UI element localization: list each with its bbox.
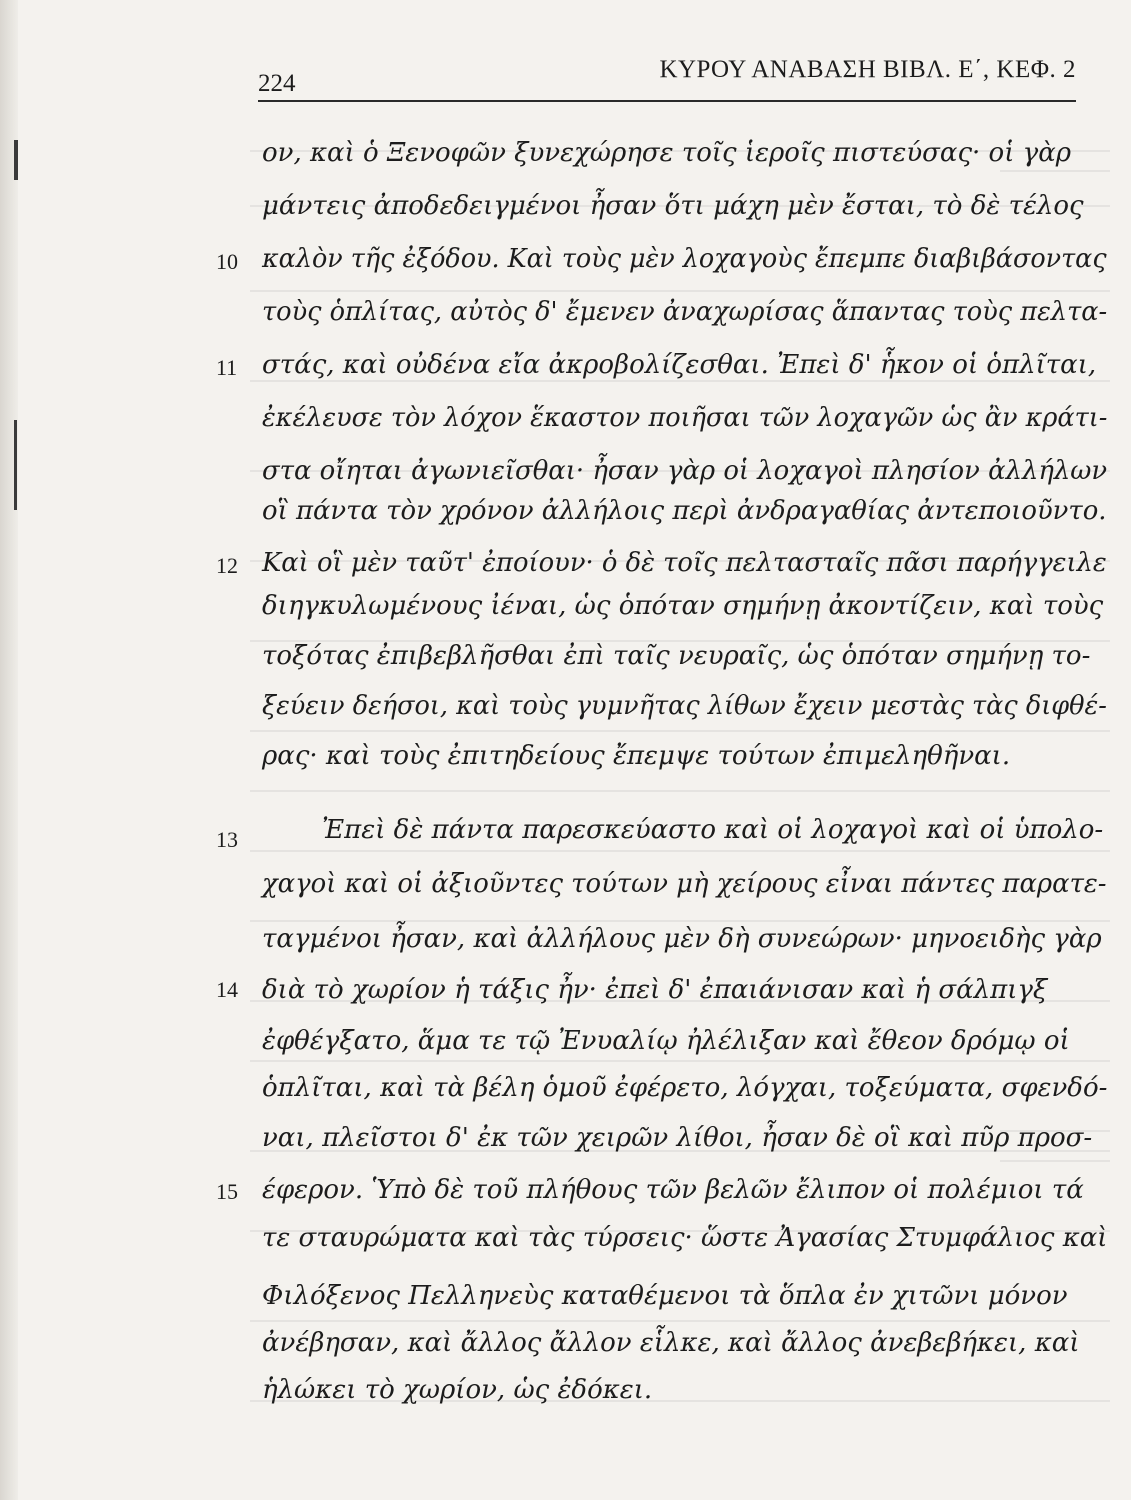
text-line: ὁπλῖται, καὶ τὰ βέλη ὁμοῦ ἐφέρετο, λόγχαι, τοξεύματα, σφενδό- — [262, 1073, 1108, 1103]
section-number: 13 — [216, 827, 238, 852]
text-line: διὰ τὸ χωρίον ἡ τάξις ἦν· ἐπεὶ δ' ἐπαιάνισαν καὶ ἡ σάλπιγξ — [262, 975, 1048, 1005]
text-line: ἐκέλευσε τὸν λόχον ἕκαστον ποιῆσαι τῶν λοχαγῶν ὡς ἂν κράτι- — [262, 403, 1108, 433]
text-line: οἳ πάντα τὸν χρόνον ἀλλήλοις περὶ ἀνδραγαθίας ἀντεποιοῦντο. — [262, 496, 1107, 526]
section-number: 14 — [216, 977, 238, 1002]
section-number: 10 — [216, 249, 238, 274]
text-line: ναι, πλεῖστοι δ' ἐκ τῶν χειρῶν λίθοι, ἦσαν δὲ οἳ καὶ πῦρ προσ- — [262, 1123, 1093, 1153]
text-line: ρας· καὶ τοὺς ἐπιτηδείους ἔπεμψε τούτων ἐπιμεληθῆναι. — [262, 741, 1011, 771]
page-header — [258, 56, 1076, 96]
text-line: διηγκυλωμένους ἰέναι, ὡς ὁπόταν σημήνῃ ἀκοντίζειν, καὶ τοὺς — [262, 591, 1104, 621]
text-line: Φιλόξενος Πελληνεὺς καταθέμενοι τὰ ὅπλα ἐν χιτῶνι μόνον — [262, 1281, 1068, 1311]
text-line: χαγοὶ καὶ οἱ ἀξιοῦντες τούτων μὴ χείρους εἶναι πάντες παρατε- — [262, 869, 1107, 899]
section-number: 12 — [216, 553, 238, 578]
text-line: έφερον. Ὑπὸ δὲ τοῦ πλήθους τῶν βελῶν ἔλιπον οἱ πολέμιοι τά — [262, 1175, 1084, 1205]
section-number: 11 — [216, 355, 238, 380]
text-line: μάντεις ἀποδεδειγμένοι ἦσαν ὅτι μάχη μὲν ἔσται, τὸ δὲ τέλος — [262, 191, 1084, 221]
text-line: Καὶ οἳ μὲν ταῦτ' ἐποίουν· ὁ δὲ τοῖς πελτασταῖς πᾶσι παρήγγειλε — [262, 548, 1107, 578]
text-line: ξεύειν δεήσοι, καὶ τοὺς γυμνῆτας λίθων ἔχειν μεστὰς τὰς διφθέ- — [262, 691, 1107, 721]
text-line: ἀνέβησαν, καὶ ἄλλος ἄλλον εἷλκε, καὶ ἄλλος ἀνεβεβήκει, καὶ — [262, 1328, 1080, 1358]
section-number: 15 — [216, 1179, 238, 1204]
header-rule — [258, 100, 1076, 102]
text-line: ον, καὶ ὁ Ξενοφῶν ξυνεχώρησε τοῖς ἱεροῖς πιστεύσας· οἱ γὰρ — [262, 138, 1072, 168]
page-number: 224 — [258, 70, 296, 97]
text-line: στα οἴηται ἀγωνιεῖσθαι· ἦσαν γὰρ οἱ λοχαγοὶ πλησίον ἀλλήλων — [262, 456, 1108, 486]
text-line: καλὸν τῆς ἐξόδου. Καὶ τοὺς μὲν λοχαγοὺς ἔπεμπε διαβιβάσοντας — [262, 244, 1107, 274]
running-head: ΚΥΡΟΥ ΑΝΑΒΑΣΗ ΒΙΒΛ. Ε΄, ΚΕΦ. 2 — [659, 56, 1076, 83]
text-line: ταγμένοι ἦσαν, καὶ ἀλλήλους μὲν δὴ συνεώρων· μηνοειδὴς γὰρ — [262, 924, 1102, 954]
binding-shadow — [14, 140, 18, 180]
text-line: στάς, καὶ οὐδένα εἴα ἀκροβολίζεσθαι. Ἐπεὶ δ' ἧκον οἱ ὁπλῖται, — [262, 350, 1097, 380]
binding-shadow — [14, 420, 17, 510]
page-binding-edge — [0, 0, 18, 1500]
text-line: ἐφθέγξατο, ἅμα τε τῷ Ἐνυαλίῳ ἠλέλιξαν καὶ ἔθεον δρόμῳ οἱ — [262, 1026, 1070, 1056]
text-line: ἡλώκει τὸ χωρίον, ὡς ἐδόκει. — [262, 1375, 653, 1405]
text-line: Ἐπεὶ δὲ πάντα παρεσκεύαστο καὶ οἱ λοχαγοὶ καὶ οἱ ὑπολο- — [322, 815, 1104, 845]
text-line: τε σταυρώματα καὶ τὰς τύρσεις· ὥστε Ἀγασίας Στυμφάλιος καὶ — [262, 1223, 1108, 1253]
text-line: τοξότας ἐπιβεβλῆσθαι ἐπὶ ταῖς νευραῖς, ὡς ὁπόταν σημήνῃ το- — [262, 641, 1091, 671]
text-line: τοὺς ὁπλίτας, αὐτὸς δ' ἔμενεν ἀναχωρίσας ἅπαντας τοὺς πελτα- — [262, 297, 1108, 327]
